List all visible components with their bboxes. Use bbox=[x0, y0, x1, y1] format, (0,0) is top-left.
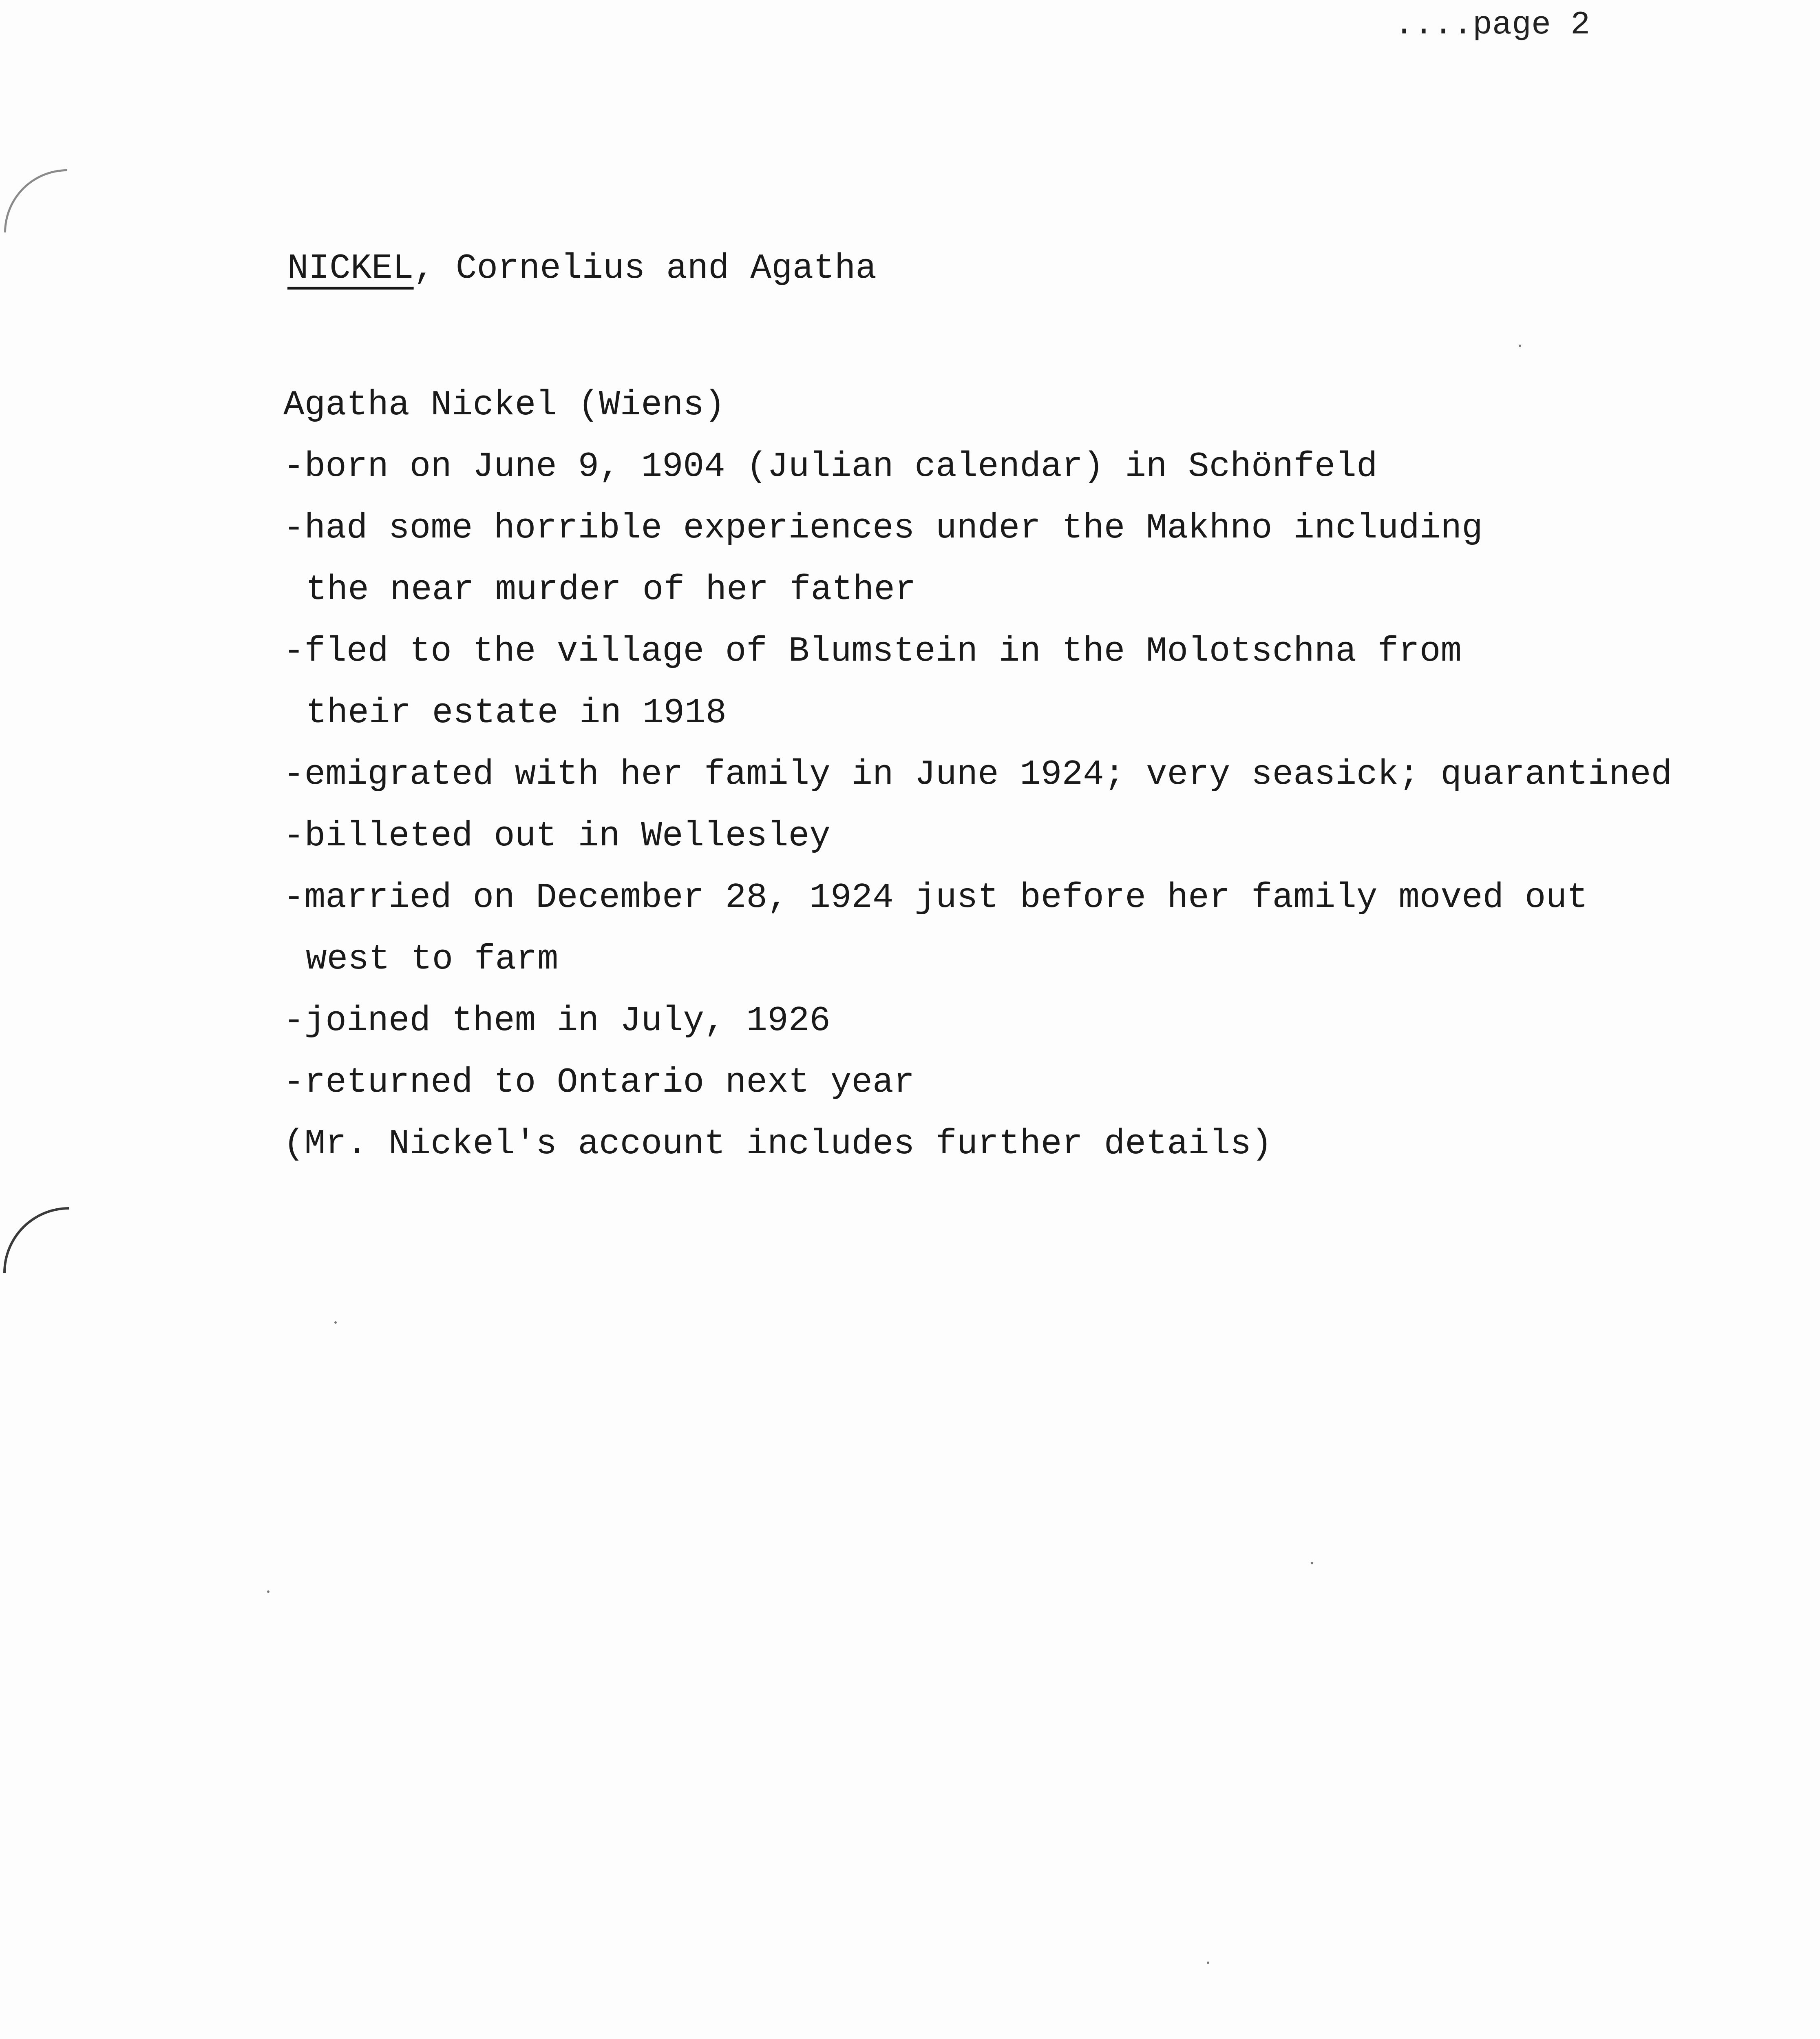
note-line: -emigrated with her family in June 1924; very seasick; quarantined bbox=[283, 754, 1672, 794]
heading-surname: NICKEL bbox=[287, 248, 414, 288]
paper-speck bbox=[267, 1590, 269, 1593]
note-line: -returned to Ontario next year bbox=[283, 1062, 915, 1102]
notes-body bbox=[283, 374, 1672, 1175]
binder-hole-middle bbox=[3, 1207, 69, 1273]
subject-name: Agatha Nickel (Wiens) bbox=[283, 385, 725, 425]
note-line: -joined them in July, 1926 bbox=[283, 1001, 830, 1041]
paper-speck bbox=[1311, 1562, 1313, 1564]
note-line: -had some horrible experiences under the Makhno including bbox=[283, 508, 1483, 548]
note-line: -married on December 28, 1924 just before her family moved out bbox=[283, 878, 1588, 918]
binder-hole-top bbox=[4, 169, 67, 232]
paper-speck bbox=[1207, 1962, 1209, 1964]
note-line-continuation: the near murder of her father bbox=[306, 570, 916, 610]
note-line: -billeted out in Wellesley bbox=[283, 816, 830, 856]
note-line: -fled to the village of Blumstein in the Molotschna from bbox=[283, 631, 1462, 671]
heading-given-names: , Cornelius and Agatha bbox=[413, 248, 877, 288]
paper-speck bbox=[334, 1321, 337, 1324]
paper-speck bbox=[1519, 345, 1521, 347]
page-number: ....page 2 bbox=[1394, 7, 1590, 44]
note-line: -born on June 9, 1904 (Julian calendar) in Schönfeld bbox=[283, 447, 1378, 487]
closing-note: (Mr. Nickel's account includes further details) bbox=[283, 1124, 1272, 1164]
document-heading bbox=[287, 248, 877, 288]
note-line-continuation: their estate in 1918 bbox=[306, 693, 727, 733]
note-line-continuation: west to farm bbox=[306, 939, 559, 979]
